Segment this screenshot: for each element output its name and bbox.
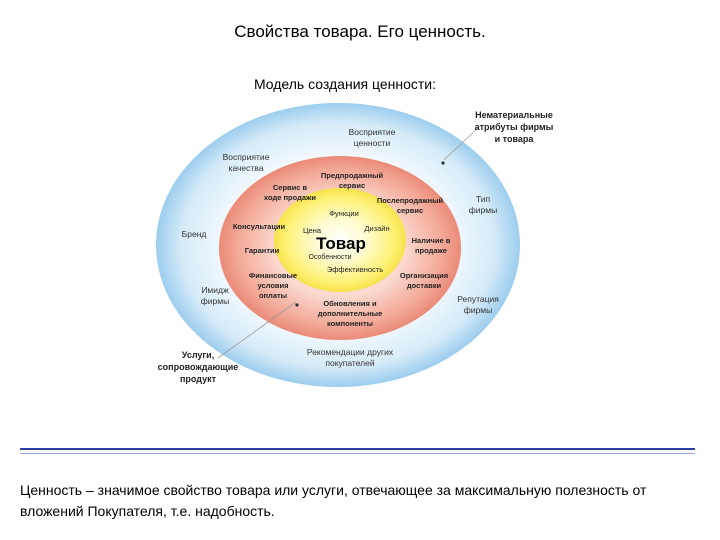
core-functions-label: Функции: [329, 209, 359, 218]
outer-value-perception-line2: ценности: [353, 138, 391, 148]
outer-quality-perception-line1: Восприятие: [222, 152, 270, 162]
middle-presale-line2: сервис: [338, 181, 366, 190]
callout-services-line2: сопровождающие: [157, 362, 239, 372]
outer-firm-image-line1: Имидж: [201, 285, 229, 295]
callout-intangible-label: [475, 110, 554, 144]
callout-services-line3: продукт: [179, 374, 217, 384]
diagram-subtitle: Модель создания ценности:: [253, 76, 437, 92]
middle-sale-service-line1: Сервис в: [272, 183, 308, 192]
outer-recommendations-line2: покупателей: [325, 358, 375, 368]
outer-brand-label: Бренд: [181, 229, 207, 239]
separator-line-thin: [20, 453, 695, 454]
middle-updates-line3: компоненты: [326, 319, 374, 328]
outer-quality-perception-label: [223, 152, 270, 173]
outer-firm-image-line2: фирмы: [200, 296, 230, 306]
outer-firm-reputation-line1: Репутация: [457, 294, 499, 304]
callout-intangible-line3: и товара: [494, 134, 534, 144]
outer-firm-reputation-line2: фирмы: [463, 305, 493, 315]
value-definition-text: Ценность – значимое свойство товара или услуги, отвечающее за максимальную полезность от вложений Покупателя, т.е. надобность.: [20, 482, 647, 519]
outer-firm-image-label: [201, 285, 229, 306]
core-center-label: Товар: [316, 234, 366, 253]
middle-postsale-line2: сервис: [396, 206, 424, 215]
outer-quality-perception-line2: качества: [228, 163, 264, 173]
middle-updates-line1: Обновления и: [323, 299, 377, 308]
middle-delivery-label: [400, 271, 448, 290]
callout-intangible-line2: атрибуты фирмы: [474, 122, 554, 132]
outer-value-perception-label: [349, 127, 396, 148]
separator-line: [20, 448, 695, 450]
middle-availability-label: [412, 236, 451, 255]
middle-availability-line1: Наличие в: [411, 236, 451, 245]
middle-financing-line1: Финансовые: [248, 271, 298, 280]
middle-presale-line1: Предпродажный: [320, 171, 384, 180]
outer-firm-type-line2: фирмы: [468, 205, 498, 215]
callout-dot-services: [295, 303, 298, 306]
callout-services-line1: Услуги,: [181, 350, 215, 360]
core-features-label: Особенности: [308, 254, 352, 261]
middle-financing-line3: оплаты: [258, 291, 288, 300]
page-title: Свойства товара. Его ценность.: [234, 22, 486, 41]
middle-updates-label: [318, 299, 383, 328]
middle-sale-service-line2: ходе продажи: [264, 193, 316, 202]
middle-postsale-line1: Послепродажный: [376, 196, 444, 205]
outer-recommendations-line1: Рекомендации других: [306, 347, 394, 357]
core-efficiency-label: Эффективность: [326, 265, 384, 274]
middle-updates-line2: дополнительные: [317, 309, 383, 318]
callout-intangible-line1: Нематериальные: [475, 110, 553, 120]
middle-availability-line2: продаже: [415, 246, 447, 255]
core-design-label: Дизайн: [364, 224, 390, 233]
callout-dot-intangible: [441, 161, 444, 164]
middle-consultation-label: Консультации: [232, 222, 286, 231]
outer-value-perception-line1: Восприятие: [348, 127, 396, 137]
outer-firm-type-line1: Тип: [475, 194, 491, 204]
core-price-label: Цена: [302, 226, 322, 235]
middle-guarantees-label: Гарантии: [244, 246, 280, 255]
middle-delivery-line1: Организация: [399, 271, 449, 280]
middle-delivery-line2: доставки: [406, 281, 442, 290]
middle-financing-line2: условия: [257, 281, 289, 290]
